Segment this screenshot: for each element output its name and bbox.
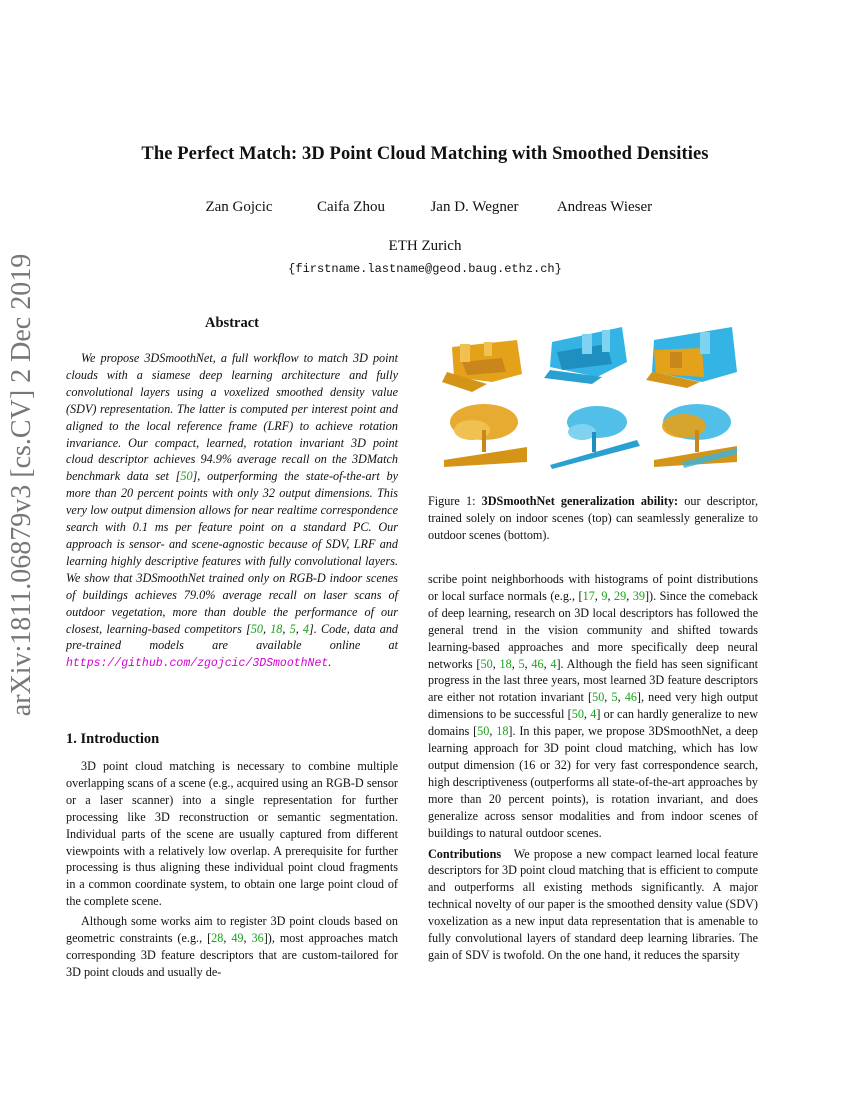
author-list (0, 199, 850, 216)
citation-link[interactable]: 46 (624, 690, 637, 705)
citation-link[interactable]: 49 (231, 931, 244, 946)
introduction-body (66, 758, 398, 981)
right-column-body (428, 571, 758, 964)
intro-paragraph: 3D point cloud matching is necessary to combine multiple overlapping scans of a scene (e.g., acquired using an RGB-D sensor or a laser scanner) into a single representation for further processing like 3D reconstruction or semantic segmentation. Individual parts of the scene are usually captured from different viewpoints with a relatively low overlap. A prerequisite for further processing is thus aligning these individual point cloud fragments in a common coordinate system, to obtain one large point cloud of the complete scene. (66, 759, 398, 909)
citation-link[interactable]: 18 (270, 621, 283, 636)
arxiv-stamp: arXiv:1811.06879v3 [cs.CV] 2 Dec 2019 (6, 253, 37, 717)
intro-paragraph: Although some works aim to register 3D point clouds based on geometric constraints (e.g., [28, 49, 36]), most approaches match corresponding 3D feature descriptors that are custom-tailored for 3D point clouds and usually de- (66, 914, 399, 979)
abstract-heading: Abstract (205, 315, 259, 331)
citation-link[interactable]: 36 (251, 931, 264, 946)
figure-point-clouds (432, 322, 762, 472)
abstract-body: We propose 3DSmoothNet, a full workflow to match 3D point clouds with a siamese deep learning architecture and fully convolutional layers using a voxelized smoothed density value (SDV) representation. The latter is computed per interest point and aligned to the local reference frame (LRF) to achieve rotation invariance. Our compact, learned, rotation invariant 3D point cloud descriptor achieves 94.9% average recall on the 3DMatch benchmark data set [50], outperforming the state-of-the-art by more than 20 percent points with only 32 output dimensions. This very low output dimension allows for near realtime correspondence search with 0.1 ms per feature point on a standard PC. Our approach is sensor- and scene-agnostic because of SDV, LRF and learning highly descriptive features with fully convolutional layers. We show that 3DSmoothNet trained only on RGB-D indoor scenes of buildings achieves 79.0% average recall on laser scans of outdoor vegetation, more than double the performance of our closest, learning-based competitors [50, 18, 5, 4]. Code, data and pre-trained models are available online at https://github.com/zgojcic/3DSmoothNet. (66, 351, 399, 671)
contributions-label: Contributions (428, 846, 502, 861)
citation-link[interactable]: 28 (211, 931, 224, 946)
citation-link[interactable]: 9 (601, 588, 608, 603)
section-heading-introduction: 1. Introduction (66, 731, 160, 747)
citation-link[interactable]: 4 (302, 621, 310, 636)
citation-link[interactable]: 18 (499, 656, 512, 671)
citation-link[interactable]: 50 (571, 707, 584, 722)
citation-link[interactable]: 46 (531, 656, 544, 671)
citation-link[interactable]: 50 (477, 724, 490, 739)
author-name: Zan Gojcic (205, 199, 273, 215)
caption-title: 3DSmoothNet generalization ability: (481, 494, 679, 508)
body-paragraph: scribe point neighborhoods with histograms of point distributions or local surface normals (e.g., [17, 9, 29, 39]). Since the comeback of deep learning, research on 3D local descriptors has followed the general trend in the vision community and shifted towards learning-based approaches and more specifically deep neural networks [50, 18, 5, 46, 4]. Although the field has seen significant progress in the last three years, most learned 3D feature descriptors are either not rotation invariant [50, 5, 46], need very high output dimensions to be successful [50, 4] or can hardly generalize to new domains [50, 18]. In this paper, we propose 3DSmoothNet, a deep learning approach for 3D point cloud matching, which has low output dimension (16 or 32) for very fast correspondence search, high descriptiveness (outperforms all state-of-the-art approaches by more than 20 percent points), is rotation invariant, and does generalize across sensor modalities and from indoor scenes of buildings to natural outdoor scenes. (428, 572, 759, 840)
citation-link[interactable]: 17 (582, 588, 595, 603)
author-name: Caifa Zhou (317, 199, 385, 215)
citation-link[interactable]: 39 (632, 588, 645, 603)
outdoor-scene-aligned (654, 404, 737, 468)
citation-link[interactable]: 50 (480, 656, 493, 671)
github-link[interactable]: https://github.com/zgojcic/3DSmoothNet (66, 657, 329, 671)
author-email: {firstname.lastname@geod.baug.ethz.ch} (288, 262, 562, 276)
citation-link[interactable]: 50 (180, 469, 193, 484)
citation-link[interactable]: 5 (289, 621, 296, 636)
indoor-scene-aligned (646, 327, 737, 388)
affiliation: ETH Zurich (388, 238, 462, 254)
citation-link[interactable]: 4 (590, 707, 597, 722)
contributions-paragraph: Contributions We propose a new compact learned local feature descriptors for 3D point cloud matching that is efficient to compute and outperforms all existing methods significantly. A major technical novelty of our paper is the smoothed density value (SDV) voxelization as a new input data representation that is amenable to fully convolutional layers of standard deep learning libraries. The gain of SDV is twofold. On the one hand, it reduces the sparsity (428, 846, 759, 962)
indoor-scene-source (442, 340, 522, 392)
outdoor-scene-source (444, 404, 527, 467)
author-name: Jan D. Wegner (430, 199, 519, 215)
indoor-scene-target (544, 327, 627, 384)
citation-link[interactable]: 5 (611, 690, 618, 705)
citation-link[interactable]: 50 (592, 690, 605, 705)
arxiv-sidebar (2, 253, 42, 717)
citation-link[interactable]: 29 (614, 588, 627, 603)
citation-link[interactable]: 50 (250, 621, 263, 636)
citation-link[interactable]: 4 (550, 656, 557, 671)
figure-caption: Figure 1: 3DSmoothNet generalization ability: our descriptor, trained solely on indoor scenes (top) can seamlessly generalize to outdoor scenes (bottom). (428, 494, 758, 542)
paper-title: The Perfect Match: 3D Point Cloud Matching with Smoothed Densities (141, 144, 709, 164)
citation-link[interactable]: 5 (518, 656, 525, 671)
author-name: Andreas Wieser (556, 199, 653, 215)
citation-link[interactable]: 18 (496, 724, 509, 739)
outdoor-scene-target (550, 406, 640, 469)
